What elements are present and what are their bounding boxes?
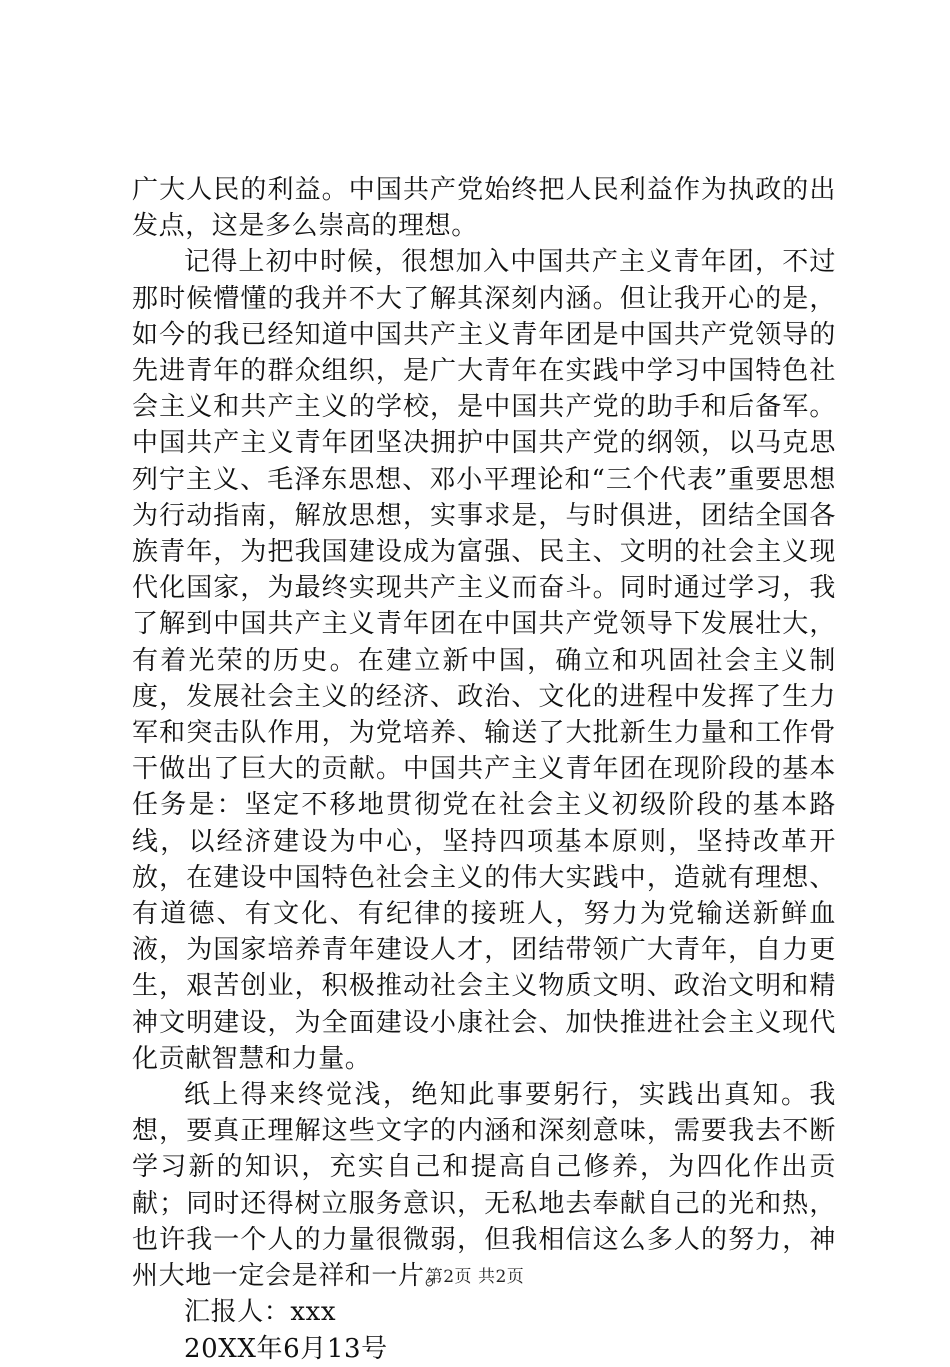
document-body [132,172,836,1367]
paragraph-continuation: 广大人民的利益。中国共产党始终把人民利益作为执政的出发点，这是多么崇高的理想。 [132,175,836,242]
paragraph-practice: 纸上得来终觉浅，绝知此事要躬行，实践出真知。我想，要真正理解这些文字的内涵和深刻意味，需要我去不断学习新的知识，充实自己和提高自己修养，为四化作出贡献；同时还得树立服务意识，无私地去奉献自己的光和热，也许我一个人的力量很微弱，但我相信这么多人的努力，神州大地一定会是祥和一片。 [132,1080,836,1292]
date-line: 20XX年6月13号 [184,1333,388,1364]
page-number-footer: 第2页 共2页 [425,1267,525,1287]
paragraph-youth-league: 记得上初中时候，很想加入中国共产主义青年团，不过那时候懵懂的我并不大了解其深刻内涵。但让我开心的是，如今的我已经知道中国共产主义青年团是中国共产党领导的先进青年的群众组织，是广大青年在实践中学习中国特色社会主义和共产主义的学校，是中国共产党的助手和后备军。中国共产主义青年团坚决拥护中国共产党的纲领，以马克思列宁主义、毛泽东思想、邓小平理论和“三个代表”重要思想为行动指南，解放思想，实事求是，与时俱进，团结全国各族青年，为把我国建设成为富强、民主、文明的社会主义现代化国家，为最终实现共产主义而奋斗。同时通过学习，我了解到中国共产主义青年团在中国共产党领导下发展壮大，有着光荣的历史。在建立新中国，确立和巩固社会主义制度，发展社会主义的经济、政治、文化的进程中发挥了生力军和突击队作用，为党培养、输送了大批新生力量和工作骨干做出了巨大的贡献。中国共产主义青年团在现阶段的基本任务是：坚定不移地贯彻党在社会主义初级阶段的基本路线，以经济建设为中心，坚持四项基本原则，坚持改革开放，在建设中国特色社会主义的伟大实践中，造就有理想、有道德、有文化、有纪律的接班人，努力为党输送新鲜血液，为国家培养青年建设人才，团结带领广大青年，自力更生，艰苦创业，积极推动社会主义物质文明、政治文明和精神文明建设，为全面建设小康社会、加快推进社会主义现代化贡献智慧和力量。 [132,247,836,1074]
reporter-line: 汇报人：xxx [184,1297,337,1328]
